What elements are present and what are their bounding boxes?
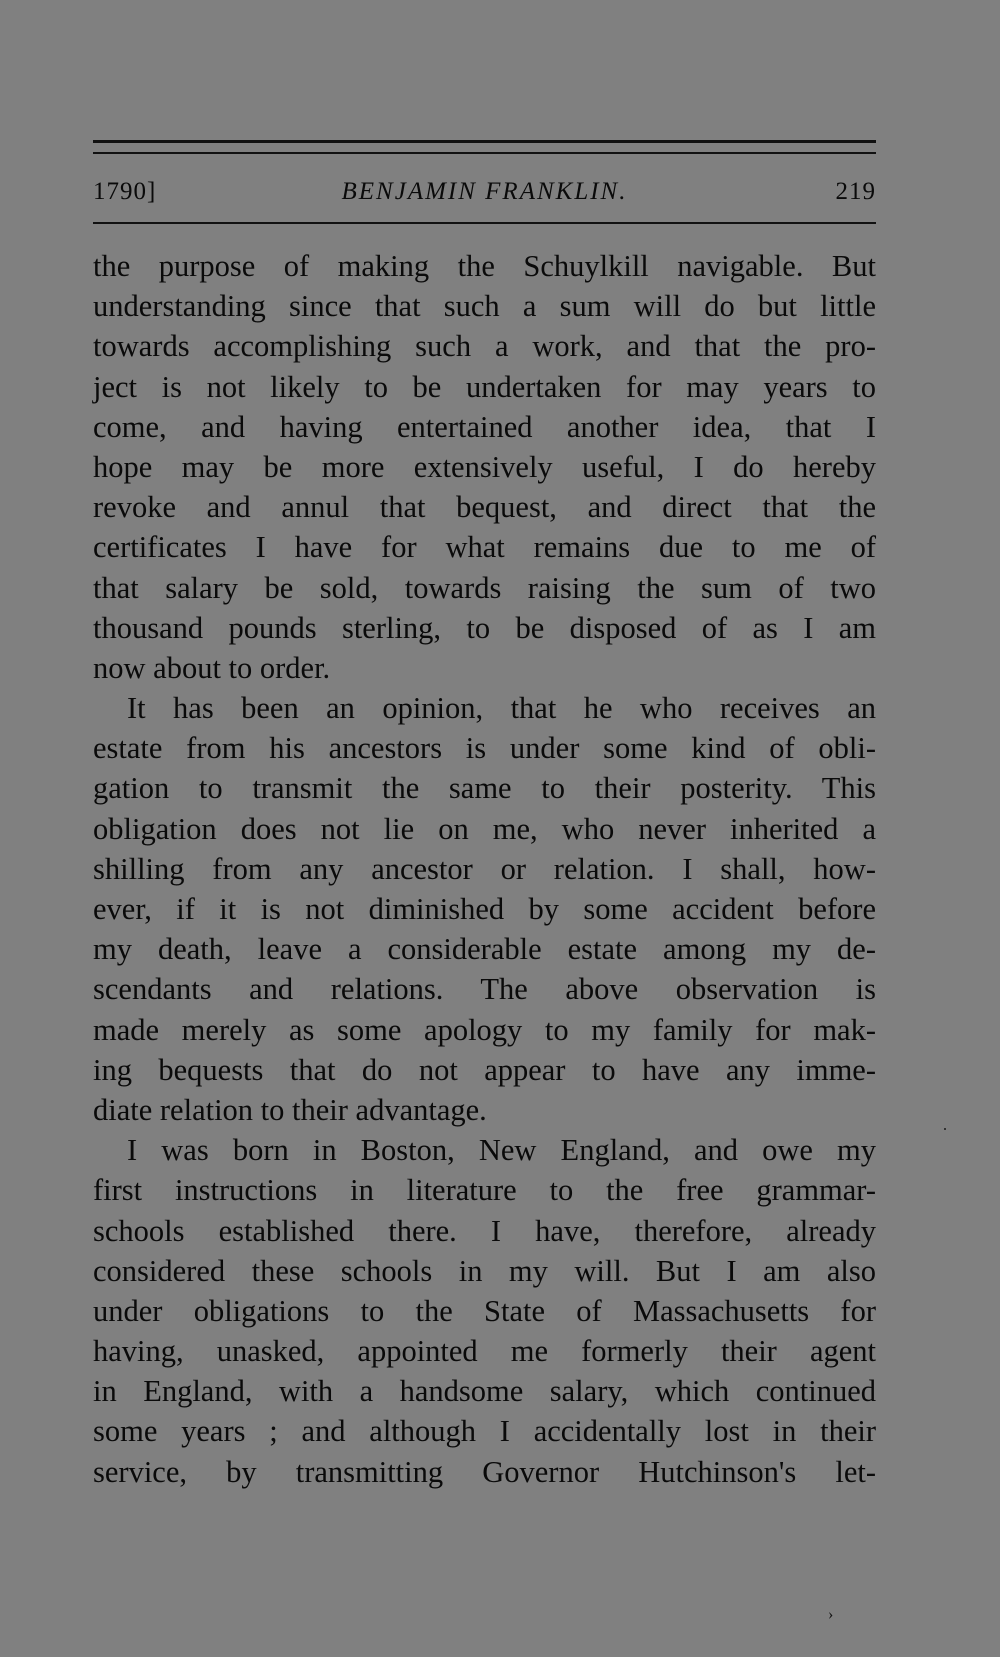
top-rule-thick	[93, 140, 876, 143]
text-line: towards accomplishing such a work, and that the pro-	[93, 329, 876, 364]
paragraph	[93, 246, 876, 688]
text-line: diate relation to their advantage.	[93, 1092, 487, 1127]
text-line: estate from his ancestors is under some kind of obli-	[93, 731, 876, 766]
text-line: shilling from any ancestor or relation. I shall, how-	[93, 851, 876, 886]
paragraph	[93, 688, 876, 1130]
body-text	[93, 246, 876, 1492]
scan-speck	[944, 1128, 946, 1130]
paragraph	[93, 1130, 876, 1492]
running-head	[93, 178, 876, 222]
text-line: hope may be more extensively useful, I do hereby	[93, 449, 876, 484]
text-line: schools established there. I have, therefore, already	[93, 1213, 876, 1248]
text-line: first instructions in literature to the free grammar-	[93, 1173, 876, 1208]
text-line: certificates I have for what remains due to me of	[93, 530, 876, 565]
text-line: obligation does not lie on me, who never inherited a	[93, 811, 876, 846]
running-head-year: 1790]	[93, 178, 157, 205]
text-line: ing bequests that do not appear to have any imme-	[93, 1052, 876, 1087]
text-line: service, by transmitting Governor Hutchinson's let-	[93, 1454, 876, 1489]
text-line: in England, with a handsome salary, which continued	[93, 1374, 876, 1409]
text-line: having, unasked, appointed me formerly their agent	[93, 1334, 876, 1369]
text-line: ever, if it is not diminished by some accident before	[93, 892, 876, 926]
text-line: under obligations to the State of Massachusetts for	[93, 1293, 876, 1328]
text-line: understanding since that such a sum will do but little	[93, 289, 876, 324]
text-line: gation to transmit the same to their posterity. This	[93, 771, 876, 806]
text-line: that salary be sold, towards raising the sum of two	[93, 570, 876, 605]
top-rule-thin	[93, 152, 876, 154]
text-line: ject is not likely to be undertaken for may years to	[93, 369, 876, 404]
text-line: thousand pounds sterling, to be disposed of as I am	[93, 610, 876, 645]
book-page	[93, 140, 876, 1492]
text-line: the purpose of making the Schuylkill navigable. But	[93, 249, 876, 283]
header-rule	[93, 222, 876, 224]
text-line: come, and having entertained another idea, that I	[93, 409, 876, 444]
text-line: revoke and annul that bequest, and direct that the	[93, 490, 876, 525]
scan-mark: ›	[828, 1606, 834, 1623]
text-line: now about to order.	[93, 650, 331, 685]
text-line: scendants and relations. The above observation is	[93, 972, 876, 1007]
text-line: I was born in Boston, New England, and owe my	[127, 1133, 876, 1168]
text-line: some years ; and although I accidentally lost in their	[93, 1414, 876, 1449]
text-line: my death, leave a considerable estate among my de-	[93, 932, 876, 967]
text-line: considered these schools in my will. But I am also	[93, 1253, 876, 1288]
text-line: It has been an opinion, that he who receives an	[127, 691, 876, 726]
running-head-title: BENJAMIN FRANKLIN.	[341, 178, 628, 205]
text-line: made merely as some apology to my family for mak-	[93, 1012, 876, 1047]
page-number: 219	[835, 178, 876, 205]
